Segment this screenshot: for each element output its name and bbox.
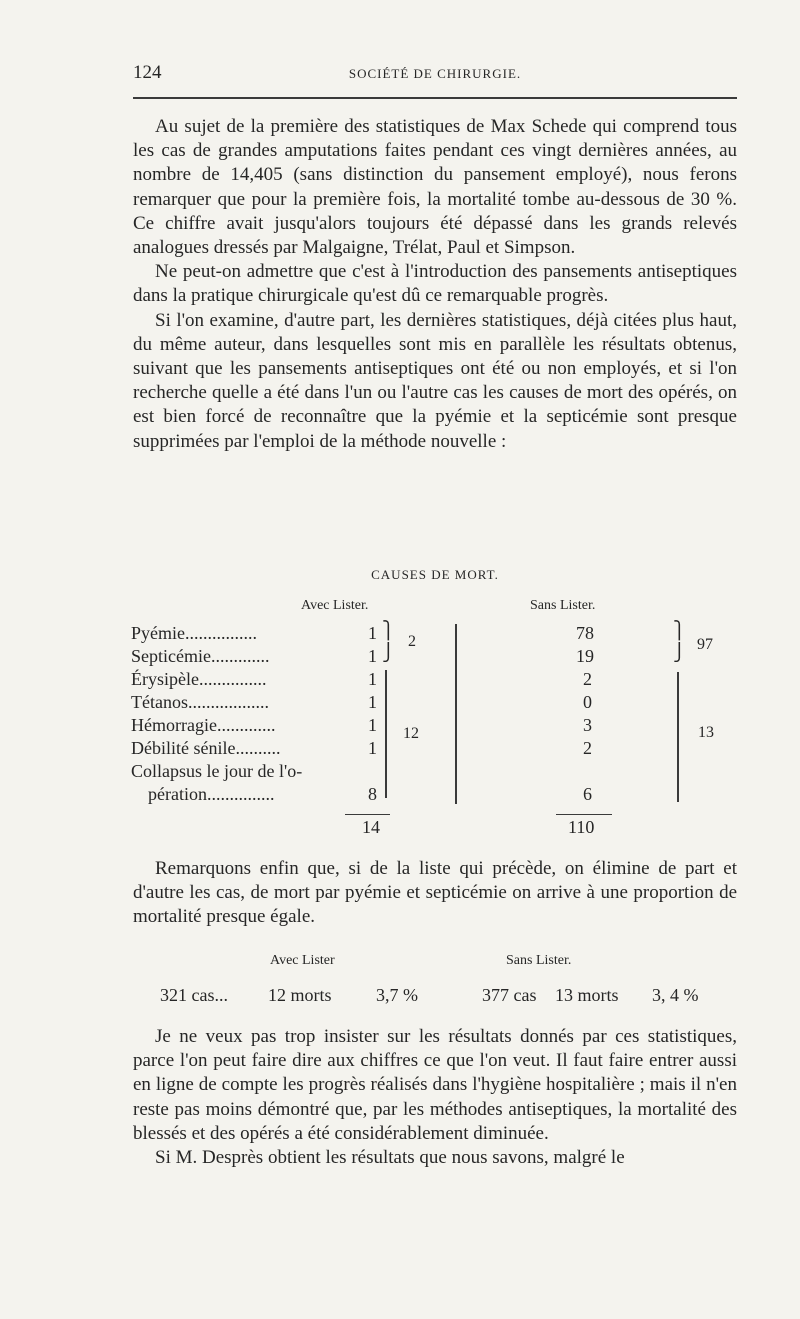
sans-group-sum: 13 [698,724,714,741]
body-text-top [133,115,737,454]
brace-icon: ⎫ [382,621,395,640]
paragraph-6: Si M. Desprès obtient les résultats que nous savons, malgré le [155,1147,625,1169]
avec-cases: 321 cas... [160,985,228,1005]
avec-group-sum: 12 [403,725,419,742]
sans-lister-header: Sans Lister. [530,598,596,613]
avec-value: 1 [368,692,377,712]
avec-value: 1 [368,715,377,735]
sans-value: 0 [583,692,592,712]
table-row-cause: Tétanos.................. [131,692,269,712]
column-separator [455,624,457,804]
paragraph-4: Remarquons enfin que, si de la liste qui précède, on élimine de part et d'autre les cas, de mort par pyémie et septicémie on arrive à une proportion de mortalité presque égale. [133,858,737,928]
sans-group-sum: 97 [697,636,713,653]
sans-value: 19 [576,646,594,666]
sans-cases: 377 cas [482,985,537,1005]
avec-value: 1 [368,623,377,643]
sans-lister-header: Sans Lister. [506,953,572,968]
table-row-cause: Septicémie............. [131,646,270,666]
avec-value: 8 [368,784,377,804]
brace-icon: ⎭ [382,643,395,662]
brace-icon: ⎭ [673,643,686,662]
avec-value: 1 [368,738,377,758]
body-text-bottom [133,1025,737,1170]
table-row-cause: Érysipèle............... [131,669,267,689]
sans-value: 2 [583,738,592,758]
running-title: SOCIÉTÉ DE CHIRURGIE. [348,66,522,81]
sans-total: 110 [568,817,595,837]
header-rule [133,97,737,99]
brace-line [677,672,679,802]
avec-total: 14 [362,817,380,837]
body-text-middle [133,857,737,930]
paragraph-3: Si l'on examine, d'autre part, les dernières statistiques, déjà citées plus haut, du même auteur, dans lesquelles sont mis en parallèle les résultats obtenus, suivant que les pansements antiseptiques ont été ou non employés, et si l'on recherche quelle a été dans l'un ou l'autre cas les causes de mort des opérés, on est bien forcé de reconnaître que la pyémie et la septicémie sont presque supprimées par l'emploi de la méthode nouvelle : [133,309,737,452]
sans-value: 3 [583,715,592,735]
total-rule [556,814,612,815]
total-rule [345,814,390,815]
sans-deaths: 13 morts [555,985,619,1005]
avec-percent: 3,7 % [376,985,418,1005]
paragraph-2: Ne peut-on admettre que c'est à l'introduction des pansements antiseptiques dans la pratique chirurgicale qu'est dû ce remarquable progrès. [133,261,737,307]
avec-deaths: 12 morts [268,985,332,1005]
table-row-cause: Débilité sénile.......... [131,738,281,758]
avec-lister-header: Avec Lister [270,953,335,968]
page-number: 124 [133,62,162,83]
table-row-cause: Pyémie................ [131,623,257,643]
avec-value: 1 [368,669,377,689]
sans-value: 78 [576,623,594,643]
avec-lister-header: Avec Lister. [301,598,369,613]
paragraph-5: Je ne veux pas trop insister sur les résultats donnés par ces statistiques, parce l'on peut faire dire aux chiffres ce que l'on veut. Il faut faire entrer aussi en ligne de compte les progrès réalisés dans l'hygiène hospitalière ; mais il n'en reste pas moins démontré que, par les méthodes antiseptiques, la mortalité des blessés et des opérés a été considérablement diminuée. [133,1026,737,1144]
sans-percent: 3, 4 % [652,985,699,1005]
avec-group-sum: 2 [408,633,416,650]
paragraph-1: Au sujet de la première des statistiques de Max Schede qui comprend tous les cas de grandes amputations faites pendant ces vingt dernières années, au nombre de 14,405 (sans distinction du pansement employé), nous ferons remarquer que pour la première fois, la mortalité tombe au-dessous de 30 %. Ce chiffre avait jusqu'alors toujours été dépassé dans les grands relevés analogues dressés par Malgaigne, Trélat, Paul et Simpson. [133,116,737,259]
sans-value: 6 [583,784,592,804]
brace-line [385,670,387,798]
brace-icon: ⎫ [673,621,686,640]
table-title: CAUSES DE MORT. [371,567,499,582]
table-row-cause: Collapsus le jour de l'o- [131,761,303,781]
avec-value: 1 [368,646,377,666]
table-row-cause: pération............... [148,784,275,804]
table-row-cause: Hémorragie............. [131,715,276,735]
sans-value: 2 [583,669,592,689]
